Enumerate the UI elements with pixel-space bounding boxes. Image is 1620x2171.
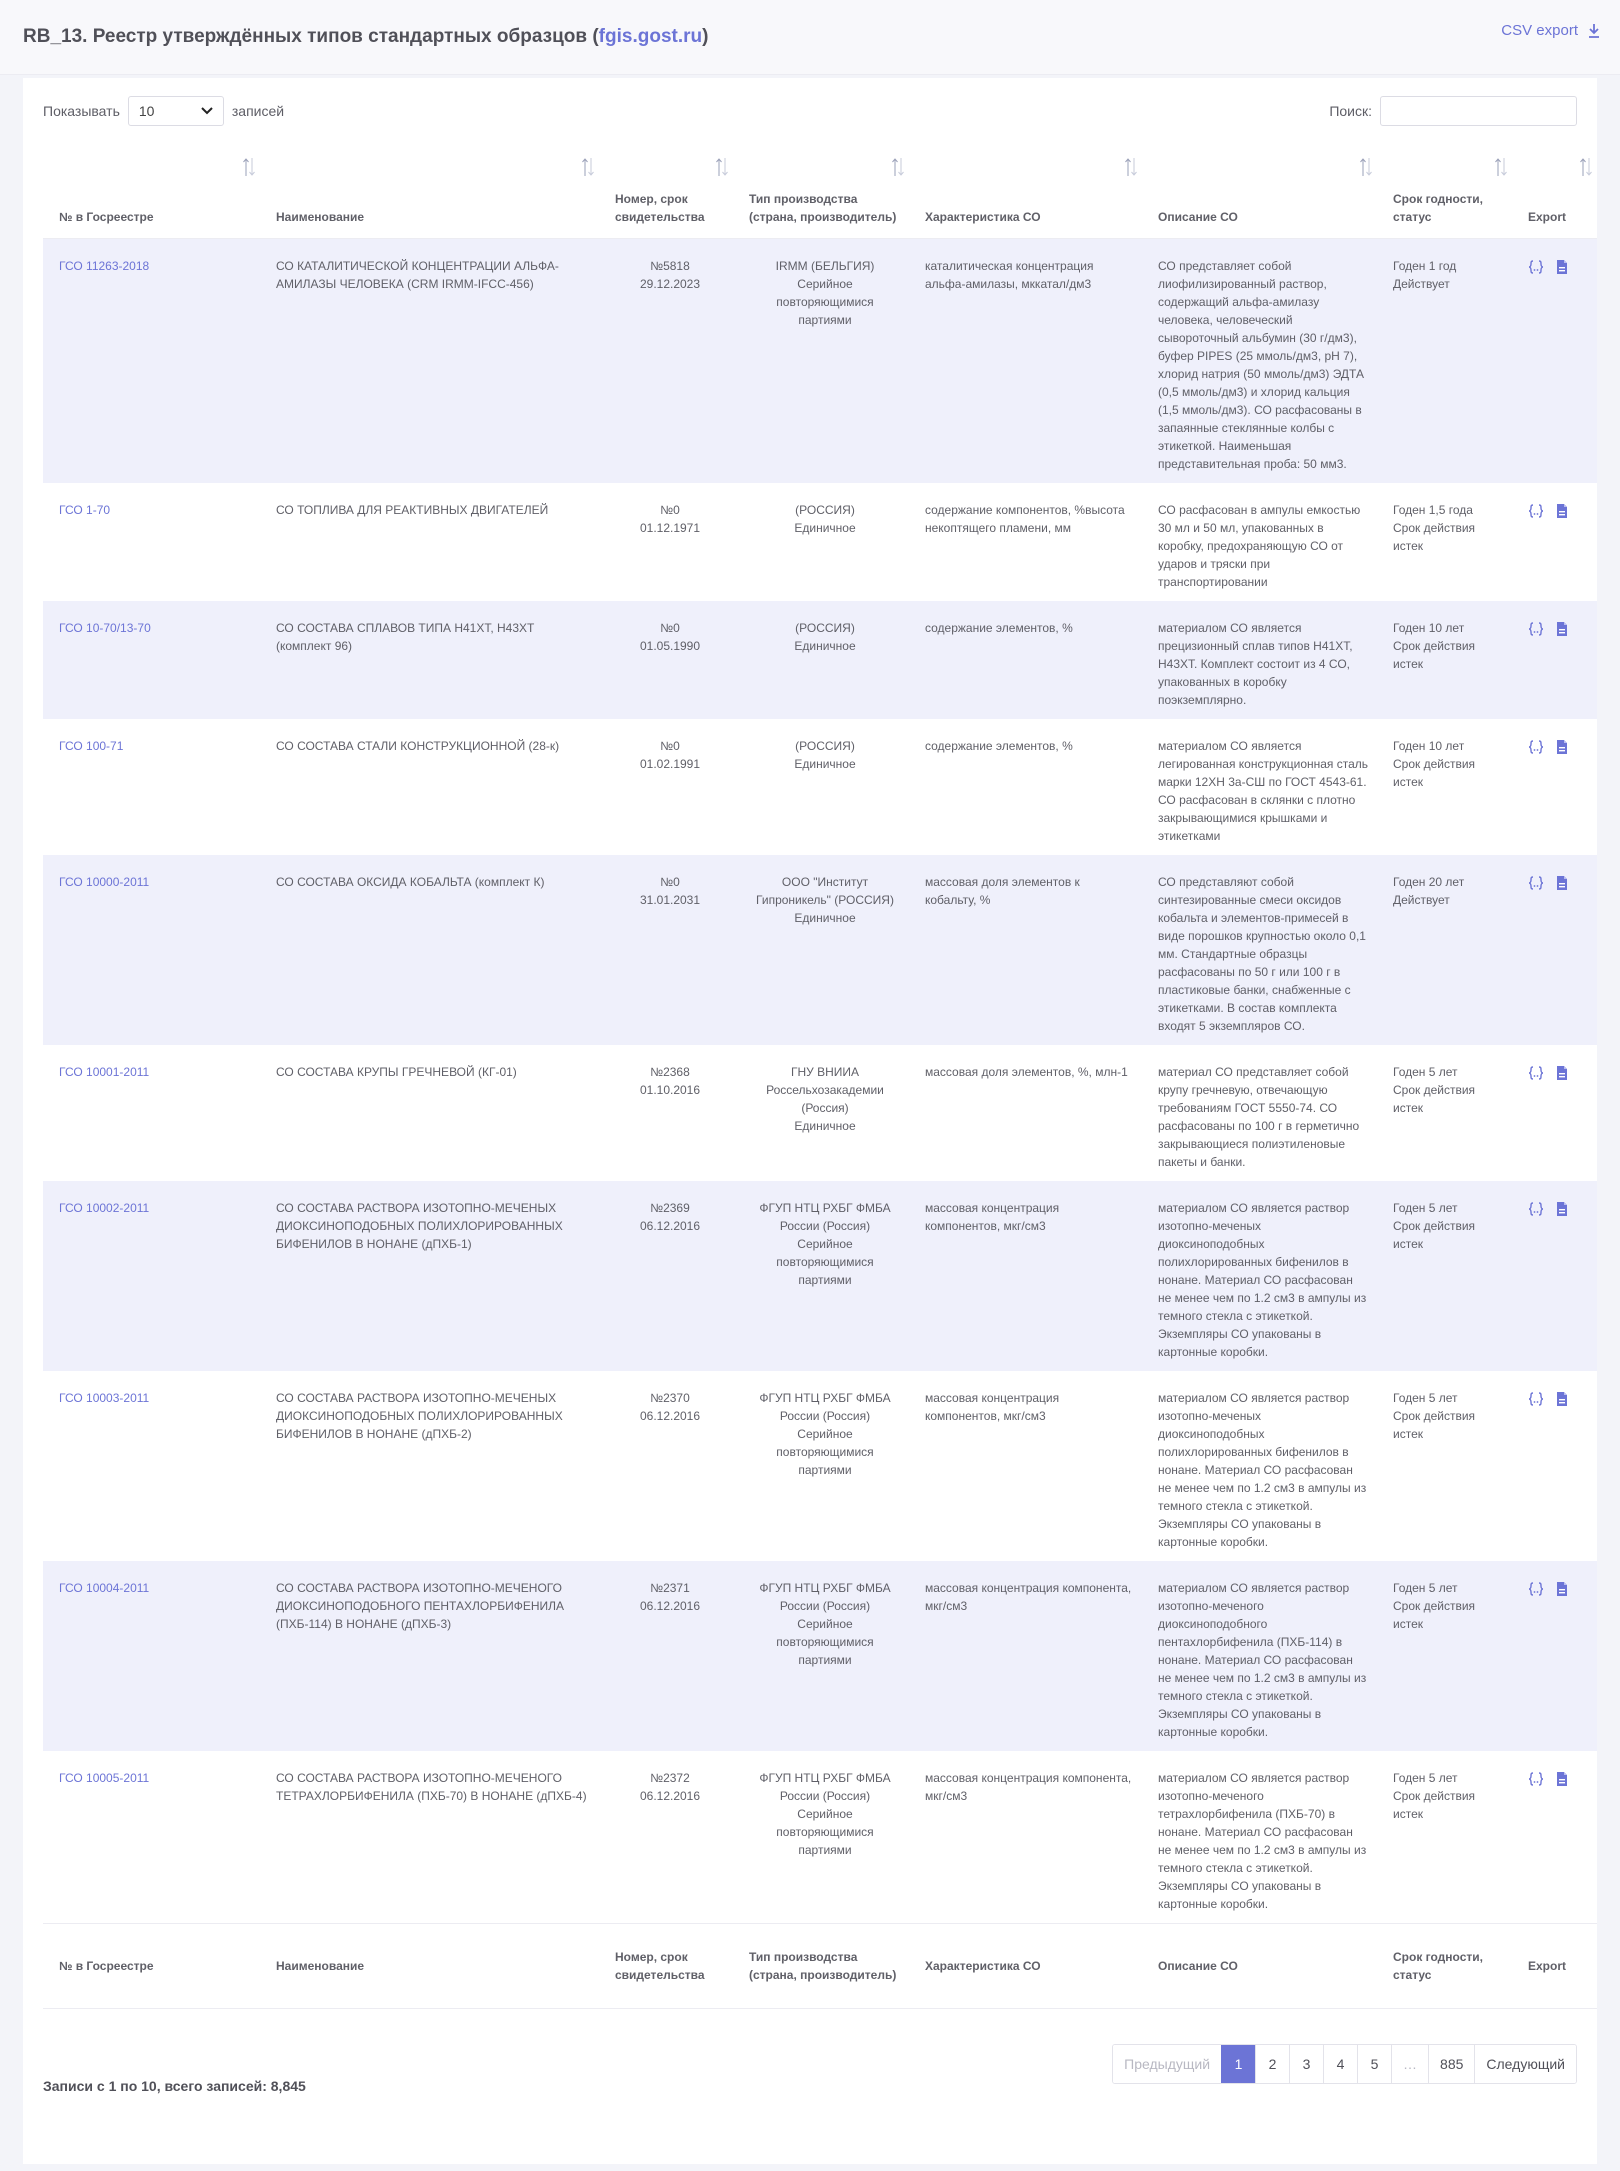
table-row xyxy=(43,719,1597,855)
registry-number-cell xyxy=(43,1045,260,1181)
description-cell xyxy=(1142,239,1377,484)
column-header-label: Тип производства (страна, производитель) xyxy=(749,192,897,224)
certificate-cell-text: 06.12.2016 xyxy=(639,1599,701,1613)
certificate-cell-text: №0 xyxy=(660,621,680,635)
registry-number-link[interactable]: ГСО 10000-2011 xyxy=(59,875,150,889)
description-cell-text: материалом СО является раствор изотопно-меченых диоксиноподобных полихлорированных бифенилов в нонане. Материал СО расфасован не менее чем по 1.2 см3 в ампулы из темного стекла с этикеткой. Экземпляры СО упакованы в картонные коробки. xyxy=(1158,1391,1367,1549)
json-braces-icon[interactable] xyxy=(1528,1201,1544,1217)
registry-number-link[interactable]: ГСО 10005-2011 xyxy=(59,1771,150,1785)
column-header[interactable] xyxy=(1377,146,1512,239)
certificate-cell-text: 06.12.2016 xyxy=(639,1409,701,1423)
production-cell-text: (РОССИЯ) xyxy=(795,503,855,517)
column-header-label: Описание СО xyxy=(1158,210,1238,224)
column-footer xyxy=(1377,1924,1512,2009)
page-title xyxy=(23,26,708,48)
column-footer-label: Наименование xyxy=(276,1959,365,1973)
description-cell xyxy=(1142,1181,1377,1371)
export-cell xyxy=(1512,719,1597,855)
length-label-after: записей xyxy=(231,103,285,119)
json-braces-icon[interactable] xyxy=(1528,503,1544,519)
status-cell xyxy=(1377,239,1512,484)
description-cell-text: материалом СО является легированная конструкционная сталь марки 12ХН 3а-СШ по ГОСТ 4543-61. СО расфасован в склянки с плотно закрывающимися крышками и этикетками xyxy=(1158,739,1369,843)
status-cell-text: Срок действия истек xyxy=(1393,639,1476,671)
column-footer-label: Тип производства (страна, производитель) xyxy=(749,1950,897,1982)
name-cell xyxy=(260,1045,599,1181)
page-button[interactable]: 3 xyxy=(1289,2045,1323,2083)
column-header[interactable] xyxy=(43,146,260,239)
sort-arrows-icon[interactable] xyxy=(1579,156,1593,178)
certificate-cell xyxy=(599,1561,733,1751)
certificate-cell xyxy=(599,1181,733,1371)
certificate-cell xyxy=(599,239,733,484)
characteristic-cell-text: содержание элементов, % xyxy=(925,739,1073,753)
production-cell-text: (РОССИЯ) xyxy=(795,739,855,753)
status-cell-text: Годен 5 лет xyxy=(1393,1581,1458,1595)
table-body xyxy=(43,239,1597,1924)
status-cell-text: Действует xyxy=(1393,277,1450,291)
status-cell-text: Годен 5 лет xyxy=(1393,1201,1458,1215)
registry-number-cell xyxy=(43,483,260,601)
pdf-file-icon[interactable] xyxy=(1554,739,1570,755)
records-info: Записи с 1 по 10, всего записей: 8,845 xyxy=(43,2078,306,2094)
status-cell xyxy=(1377,1561,1512,1751)
certificate-cell xyxy=(599,483,733,601)
table-row xyxy=(43,1371,1597,1561)
certificate-cell xyxy=(599,719,733,855)
search-label: Поиск: xyxy=(1329,103,1372,119)
export-cell xyxy=(1512,1045,1597,1181)
table-row xyxy=(43,1751,1597,1924)
column-footer xyxy=(1512,1924,1597,2009)
certificate-cell-text: №2371 xyxy=(650,1581,690,1595)
json-braces-icon[interactable] xyxy=(1528,1391,1544,1407)
sort-arrows-icon[interactable] xyxy=(1124,156,1138,178)
export-cell xyxy=(1512,483,1597,601)
certificate-cell xyxy=(599,855,733,1045)
name-cell xyxy=(260,719,599,855)
chevron-down-icon xyxy=(201,107,213,115)
column-header[interactable] xyxy=(909,146,1142,239)
registry-number-cell xyxy=(43,1561,260,1751)
description-cell-text: материалом СО является раствор изотопно-меченого диоксиноподобного пентахлорбифенила (ПХБ-114) в нонане. Материал СО расфасован не менее чем по 1.2 см3 в ампулы из темного стекла с этикеткой. Экземпляры СО упакованы в картонные коробки. xyxy=(1158,1581,1367,1739)
production-cell-text: ФГУП НТЦ РХБГ ФМБА России (Россия) xyxy=(759,1201,891,1233)
sort-arrows-icon[interactable] xyxy=(581,156,595,178)
status-cell-text: Годен 5 лет xyxy=(1393,1771,1458,1785)
status-cell-text: Годен 1,5 года xyxy=(1393,503,1473,517)
production-cell xyxy=(733,483,909,601)
registry-number-link[interactable]: ГСО 10004-2011 xyxy=(59,1581,150,1595)
next-page-button[interactable]: Следующий xyxy=(1474,2045,1576,2083)
characteristic-cell xyxy=(909,1045,1142,1181)
column-footer xyxy=(909,1924,1142,2009)
page-length-value: 10 xyxy=(138,103,155,119)
status-cell-text: Срок действия истек xyxy=(1393,1083,1476,1115)
page-button[interactable]: 1 xyxy=(1221,2045,1255,2083)
export-cell xyxy=(1512,855,1597,1045)
certificate-cell-text: №0 xyxy=(660,503,680,517)
characteristic-cell-text: массовая доля элементов к кобальту, % xyxy=(925,875,1080,907)
name-cell xyxy=(260,1751,599,1924)
production-cell-text: ООО "Институт Гипроникель" (РОССИЯ) xyxy=(756,875,894,907)
status-cell xyxy=(1377,855,1512,1045)
name-cell xyxy=(260,483,599,601)
table-row xyxy=(43,1181,1597,1371)
name-cell xyxy=(260,239,599,484)
pagination xyxy=(1112,2044,1577,2084)
json-braces-icon[interactable] xyxy=(1528,259,1544,275)
page-length-select[interactable] xyxy=(128,96,224,126)
column-header-label: Наименование xyxy=(276,210,365,224)
certificate-cell-text: №5818 xyxy=(650,259,690,273)
column-header-label: № в Госреестре xyxy=(59,210,154,224)
table-row xyxy=(43,855,1597,1045)
certificate-cell-text: 01.12.1971 xyxy=(639,521,701,535)
description-cell xyxy=(1142,719,1377,855)
characteristic-cell xyxy=(909,483,1142,601)
previous-page-button[interactable]: Предыдущий xyxy=(1113,2045,1221,2083)
description-cell xyxy=(1142,1045,1377,1181)
status-cell xyxy=(1377,1181,1512,1371)
registry-table xyxy=(43,146,1597,2009)
pdf-file-icon[interactable] xyxy=(1554,259,1570,275)
description-cell-text: материал СО представляет собой крупу гречневую, отвечающую требованиям ГОСТ 5550-74. СО расфасованы по 100 г в герметично закрывающиеся полиэтиленовые пакеты и банки. xyxy=(1158,1065,1360,1169)
page-button[interactable]: 2 xyxy=(1255,2045,1289,2083)
registry-number-cell xyxy=(43,601,260,719)
registry-number-link[interactable]: ГСО 1-70 xyxy=(59,503,111,517)
status-cell-text: Годен 5 лет xyxy=(1393,1065,1458,1079)
name-cell-text: СО СОСТАВА РАСТВОРА ИЗОТОПНО-МЕЧЕНЫХ ДИОКСИНОПОДОБНЫХ ПОЛИХЛОРИРОВАННЫХ БИФЕНИЛОВ В НОНАНЕ (дПХБ-2) xyxy=(276,1391,563,1441)
page-button[interactable]: 5 xyxy=(1357,2045,1391,2083)
characteristic-cell xyxy=(909,855,1142,1045)
csv-export-button[interactable] xyxy=(1501,22,1600,39)
description-cell-text: СО представляет собой лиофилизированный раствор, содержащий альфа-амилазу человека, человеческий сывороточный альбумин (30 г/дм3), буфер PIPES (25 ммоль/дм3, pH 7), хлорид натрия (50 ммоль/дм3) ЭДТА (0,5 ммоль/дм3) и хлорид кальция (1,5 ммоль/дм3). СО расфасованы в запаянные стеклянные колбы с этикеткой. Наименьшая представительная проба: 50 мм3. xyxy=(1158,259,1364,471)
name-cell-text: СО СОСТАВА РАСТВОРА ИЗОТОПНО-МЕЧЕНОГО ТЕТРАХЛОРБИФЕНИЛА (ПХБ-70) В НОНАНЕ (дПХБ-4) xyxy=(276,1771,587,1803)
production-cell xyxy=(733,1371,909,1561)
registry-number-link[interactable]: ГСО 100-71 xyxy=(59,739,124,753)
status-cell-text: Годен 1 год xyxy=(1393,259,1457,273)
length-label-before: Показывать xyxy=(43,103,120,119)
characteristic-cell xyxy=(909,1561,1142,1751)
production-cell-text: Серийное повторяющимися партиями xyxy=(776,1237,874,1287)
export-cell xyxy=(1512,1371,1597,1561)
certificate-cell-text: 01.05.1990 xyxy=(639,639,701,653)
registry-number-cell xyxy=(43,719,260,855)
table-row xyxy=(43,1045,1597,1181)
table-row xyxy=(43,239,1597,484)
json-braces-icon[interactable] xyxy=(1528,875,1544,891)
certificate-cell xyxy=(599,1751,733,1924)
column-footer xyxy=(260,1924,599,2009)
production-cell-text: ФГУП НТЦ РХБГ ФМБА России (Россия) xyxy=(759,1581,891,1613)
status-cell-text: Действует xyxy=(1393,893,1450,907)
status-cell-text: Годен 10 лет xyxy=(1393,621,1465,635)
characteristic-cell xyxy=(909,1371,1142,1561)
column-header-label: Характеристика СО xyxy=(925,210,1041,224)
registry-number-cell xyxy=(43,1181,260,1371)
description-cell-text: материалом СО является раствор изотопно-меченого тетрахлорбифенила (ПХБ-70) в нонане. Материал СО расфасован не менее чем по 1.2 см3 в ампулы из темного стекла с этикеткой. Экземпляры СО упакованы в картонные коробки. xyxy=(1158,1771,1367,1911)
export-cell xyxy=(1512,1561,1597,1751)
production-cell xyxy=(733,1751,909,1924)
column-footer xyxy=(599,1924,733,2009)
production-cell-text: (РОССИЯ) xyxy=(795,621,855,635)
column-footer-label: Характеристика СО xyxy=(925,1959,1041,1973)
download-icon xyxy=(1588,24,1600,38)
page-button[interactable]: 4 xyxy=(1323,2045,1357,2083)
characteristic-cell-text: массовая концентрация компонентов, мкг/см3 xyxy=(925,1391,1060,1423)
production-cell-text: Серийное повторяющимися партиями xyxy=(776,1617,874,1667)
characteristic-cell-text: массовая концентрация компонента, мкг/см3 xyxy=(925,1771,1132,1803)
column-header[interactable] xyxy=(1142,146,1377,239)
registry-number-cell xyxy=(43,1371,260,1561)
sort-arrows-icon[interactable] xyxy=(1494,156,1508,178)
production-cell xyxy=(733,1181,909,1371)
page-button[interactable]: 885 xyxy=(1428,2045,1474,2083)
column-footer-label: Описание СО xyxy=(1158,1959,1238,1973)
pdf-file-icon[interactable] xyxy=(1554,1391,1570,1407)
pdf-file-icon[interactable] xyxy=(1554,1771,1570,1787)
pdf-file-icon[interactable] xyxy=(1554,1065,1570,1081)
column-header-label: Срок годности, статус xyxy=(1393,192,1483,224)
fgis-link[interactable]: fgis.gost.ru xyxy=(598,26,703,47)
status-cell-text: Срок действия истек xyxy=(1393,1789,1476,1821)
certificate-cell-text: 29.12.2023 xyxy=(639,277,701,291)
export-cell xyxy=(1512,1181,1597,1371)
registry-number-link[interactable]: ГСО 10003-2011 xyxy=(59,1391,150,1405)
certificate-cell-text: №2372 xyxy=(650,1771,690,1785)
pdf-file-icon[interactable] xyxy=(1554,621,1570,637)
pdf-file-icon[interactable] xyxy=(1554,875,1570,891)
name-cell-text: СО СОСТАВА ОКСИДА КОБАЛЬТА (комплект К) xyxy=(276,875,545,889)
certificate-cell-text: №2370 xyxy=(650,1391,690,1405)
name-cell-text: СО СОСТАВА КРУПЫ ГРЕЧНЕВОЙ (КГ-01) xyxy=(276,1065,517,1079)
production-cell xyxy=(733,719,909,855)
certificate-cell-text: №0 xyxy=(660,739,680,753)
name-cell-text: СО ТОПЛИВА ДЛЯ РЕАКТИВНЫХ ДВИГАТЕЛЕЙ xyxy=(276,503,549,517)
search-control xyxy=(1329,96,1577,126)
description-cell xyxy=(1142,601,1377,719)
certificate-cell-text: 01.02.1991 xyxy=(639,757,701,771)
description-cell xyxy=(1142,855,1377,1045)
production-cell xyxy=(733,1045,909,1181)
name-cell-text: СО СОСТАВА СПЛАВОВ ТИПА Н41ХТ, Н43ХТ (комплект 96) xyxy=(276,621,535,653)
production-cell-text: Единичное xyxy=(794,757,856,771)
name-cell-text: СО СОСТАВА СТАЛИ КОНСТРУКЦИОННОЙ (28-к) xyxy=(276,739,560,753)
export-cell xyxy=(1512,1751,1597,1924)
json-braces-icon[interactable] xyxy=(1528,1771,1544,1787)
pdf-file-icon[interactable] xyxy=(1554,1201,1570,1217)
search-input[interactable] xyxy=(1380,96,1577,126)
name-cell-text: СО СОСТАВА РАСТВОРА ИЗОТОПНО-МЕЧЕНЫХ ДИОКСИНОПОДОБНЫХ ПОЛИХЛОРИРОВАННЫХ БИФЕНИЛОВ В НОНАНЕ (дПХБ-1) xyxy=(276,1201,563,1251)
status-cell-text: Срок действия истек xyxy=(1393,521,1476,553)
top-bar xyxy=(0,0,1620,75)
production-cell-text: ГНУ ВНИИА Россельхозакадемии (Россия) xyxy=(766,1065,884,1115)
sort-arrows-icon[interactable] xyxy=(715,156,729,178)
characteristic-cell xyxy=(909,719,1142,855)
name-cell xyxy=(260,1371,599,1561)
production-cell-text: Единичное xyxy=(794,639,856,653)
production-cell xyxy=(733,239,909,484)
certificate-cell-text: 06.12.2016 xyxy=(639,1789,701,1803)
registry-number-cell xyxy=(43,239,260,484)
status-cell xyxy=(1377,601,1512,719)
json-braces-icon[interactable] xyxy=(1528,1065,1544,1081)
certificate-cell-text: 06.12.2016 xyxy=(639,1219,701,1233)
table-row xyxy=(43,483,1597,601)
certificate-cell xyxy=(599,1045,733,1181)
characteristic-cell-text: массовая доля элементов, %, млн-1 xyxy=(925,1065,1128,1079)
column-header-label: Номер, срок свидетельства xyxy=(615,192,705,224)
characteristic-cell-text: содержание элементов, % xyxy=(925,621,1073,635)
status-cell-text: Годен 5 лет xyxy=(1393,1391,1458,1405)
production-cell-text: ФГУП НТЦ РХБГ ФМБА России (Россия) xyxy=(759,1391,891,1423)
description-cell xyxy=(1142,1561,1377,1751)
column-header[interactable] xyxy=(599,146,733,239)
characteristic-cell-text: массовая концентрация компонентов, мкг/см3 xyxy=(925,1201,1060,1233)
export-cell xyxy=(1512,239,1597,484)
status-cell xyxy=(1377,719,1512,855)
column-footer-label: № в Госреестре xyxy=(59,1959,154,1973)
status-cell-text: Годен 10 лет xyxy=(1393,739,1465,753)
column-header-label: Export xyxy=(1528,210,1567,224)
status-cell xyxy=(1377,483,1512,601)
name-cell xyxy=(260,1181,599,1371)
column-header[interactable] xyxy=(260,146,599,239)
json-braces-icon[interactable] xyxy=(1528,621,1544,637)
table-row xyxy=(43,1561,1597,1751)
certificate-cell-text: №2369 xyxy=(650,1201,690,1215)
status-cell xyxy=(1377,1045,1512,1181)
characteristic-cell xyxy=(909,1181,1142,1371)
certificate-cell-text: 31.01.2031 xyxy=(639,893,701,907)
production-cell-text: Серийное повторяющимися партиями xyxy=(776,1807,874,1857)
characteristic-cell xyxy=(909,601,1142,719)
production-cell-text: Единичное xyxy=(794,911,856,925)
sort-arrows-icon[interactable] xyxy=(891,156,905,178)
page-title-text: RB_13. Реестр утверждённых типов стандартных образцов ( xyxy=(23,26,599,47)
production-cell-text: IRMM (БЕЛЬГИЯ) xyxy=(775,259,875,273)
description-cell-text: СО расфасован в ампулы емкостью 30 мл и 50 мл, упакованных в коробку, предохраняющую СО от ударов и тряски при транспортировании xyxy=(1158,503,1361,589)
characteristic-cell-text: каталитическая концентрация альфа-амилазы, мккатал/дм3 xyxy=(925,259,1094,291)
registry-number-cell xyxy=(43,855,260,1045)
name-cell xyxy=(260,855,599,1045)
certificate-cell xyxy=(599,601,733,719)
pdf-file-icon[interactable] xyxy=(1554,503,1570,519)
description-cell-text: материалом СО является прецизионный сплав типов Н41ХТ, Н43ХТ. Комплект состоит из 4 СО, упакованных в коробку поэкземплярно. xyxy=(1158,621,1353,707)
csv-export-label: CSV export xyxy=(1501,22,1578,39)
production-cell xyxy=(733,601,909,719)
characteristic-cell xyxy=(909,1751,1142,1924)
registry-card xyxy=(23,78,1597,2164)
status-cell-text: Срок действия истек xyxy=(1393,1219,1476,1251)
production-cell-text: Серийное повторяющимися партиями xyxy=(776,277,874,327)
status-cell xyxy=(1377,1751,1512,1924)
certificate-cell xyxy=(599,1371,733,1561)
column-footer xyxy=(733,1924,909,2009)
name-cell xyxy=(260,601,599,719)
registry-number-link[interactable]: ГСО 10001-2011 xyxy=(59,1065,150,1079)
description-cell xyxy=(1142,483,1377,601)
registry-number-cell xyxy=(43,1751,260,1924)
status-cell-text: Срок действия истек xyxy=(1393,1599,1476,1631)
certificate-cell-text: 01.10.2016 xyxy=(639,1083,701,1097)
characteristic-cell-text: содержание компонентов, %высота некоптящего пламени, мм xyxy=(925,503,1125,535)
production-cell-text: Серийное повторяющимися партиями xyxy=(776,1427,874,1477)
column-footer xyxy=(43,1924,260,2009)
column-header[interactable] xyxy=(733,146,909,239)
production-cell-text: ФГУП НТЦ РХБГ ФМБА России (Россия) xyxy=(759,1771,891,1803)
status-cell xyxy=(1377,1371,1512,1561)
status-cell-text: Годен 20 лет xyxy=(1393,875,1465,889)
pdf-file-icon[interactable] xyxy=(1554,1581,1570,1597)
export-cell xyxy=(1512,601,1597,719)
production-cell xyxy=(733,855,909,1045)
table-header xyxy=(43,146,1597,239)
page-ellipsis: … xyxy=(1391,2045,1428,2083)
name-cell-text: СО СОСТАВА РАСТВОРА ИЗОТОПНО-МЕЧЕНОГО ДИОКСИНОПОДОБНОГО ПЕНТАХЛОРБИФЕНИЛА (ПХБ-114) В НОНАНЕ (дПХБ-3) xyxy=(276,1581,564,1631)
description-cell-text: материалом СО является раствор изотопно-меченых диоксиноподобных полихлорированных бифенилов в нонане. Материал СО расфасован не менее чем по 1.2 см3 в ампулы из темного стекла с этикеткой. Экземпляры СО упакованы в картонные коробки. xyxy=(1158,1201,1367,1359)
table-footer-header xyxy=(43,1924,1597,2009)
column-footer-label: Export xyxy=(1528,1959,1567,1973)
production-cell-text: Единичное xyxy=(794,1119,856,1133)
json-braces-icon[interactable] xyxy=(1528,739,1544,755)
certificate-cell-text: №2368 xyxy=(650,1065,690,1079)
registry-number-link[interactable]: ГСО 10002-2011 xyxy=(59,1201,150,1215)
column-footer-label: Срок годности, статус xyxy=(1393,1950,1483,1982)
column-header[interactable] xyxy=(1512,146,1597,239)
description-cell xyxy=(1142,1371,1377,1561)
sort-arrows-icon[interactable] xyxy=(242,156,256,178)
registry-number-link[interactable]: ГСО 10-70/13-70 xyxy=(59,621,151,635)
description-cell xyxy=(1142,1751,1377,1924)
production-cell-text: Единичное xyxy=(794,521,856,535)
production-cell xyxy=(733,1561,909,1751)
column-footer-label: Номер, срок свидетельства xyxy=(615,1950,705,1982)
page-title-suffix: ) xyxy=(702,26,709,47)
description-cell-text: СО представляют собой синтезированные смеси оксидов кобальта и элементов-примесей в виде порошков крупностью около 0,1 мм. Стандартные образцы расфасованы по 50 г или 100 г в пластиковые банки, снабженные с этикетками. В состав комплекта входят 5 экземпляров СО. xyxy=(1158,875,1366,1033)
name-cell-text: СО КАТАЛИТИЧЕСКОЙ КОНЦЕНТРАЦИИ АЛЬФА-АМИЛАЗЫ ЧЕЛОВЕКА (CRM IRMM-IFCC-456) xyxy=(276,259,559,291)
registry-number-link[interactable]: ГСО 11263-2018 xyxy=(59,259,150,273)
characteristic-cell xyxy=(909,239,1142,484)
certificate-cell-text: №0 xyxy=(660,875,680,889)
table-row xyxy=(43,601,1597,719)
column-footer xyxy=(1142,1924,1377,2009)
status-cell-text: Срок действия истек xyxy=(1393,757,1476,789)
json-braces-icon[interactable] xyxy=(1528,1581,1544,1597)
status-cell-text: Срок действия истек xyxy=(1393,1409,1476,1441)
sort-arrows-icon[interactable] xyxy=(1359,156,1373,178)
page-length-control xyxy=(43,96,284,126)
name-cell xyxy=(260,1561,599,1751)
characteristic-cell-text: массовая концентрация компонента, мкг/см3 xyxy=(925,1581,1132,1613)
